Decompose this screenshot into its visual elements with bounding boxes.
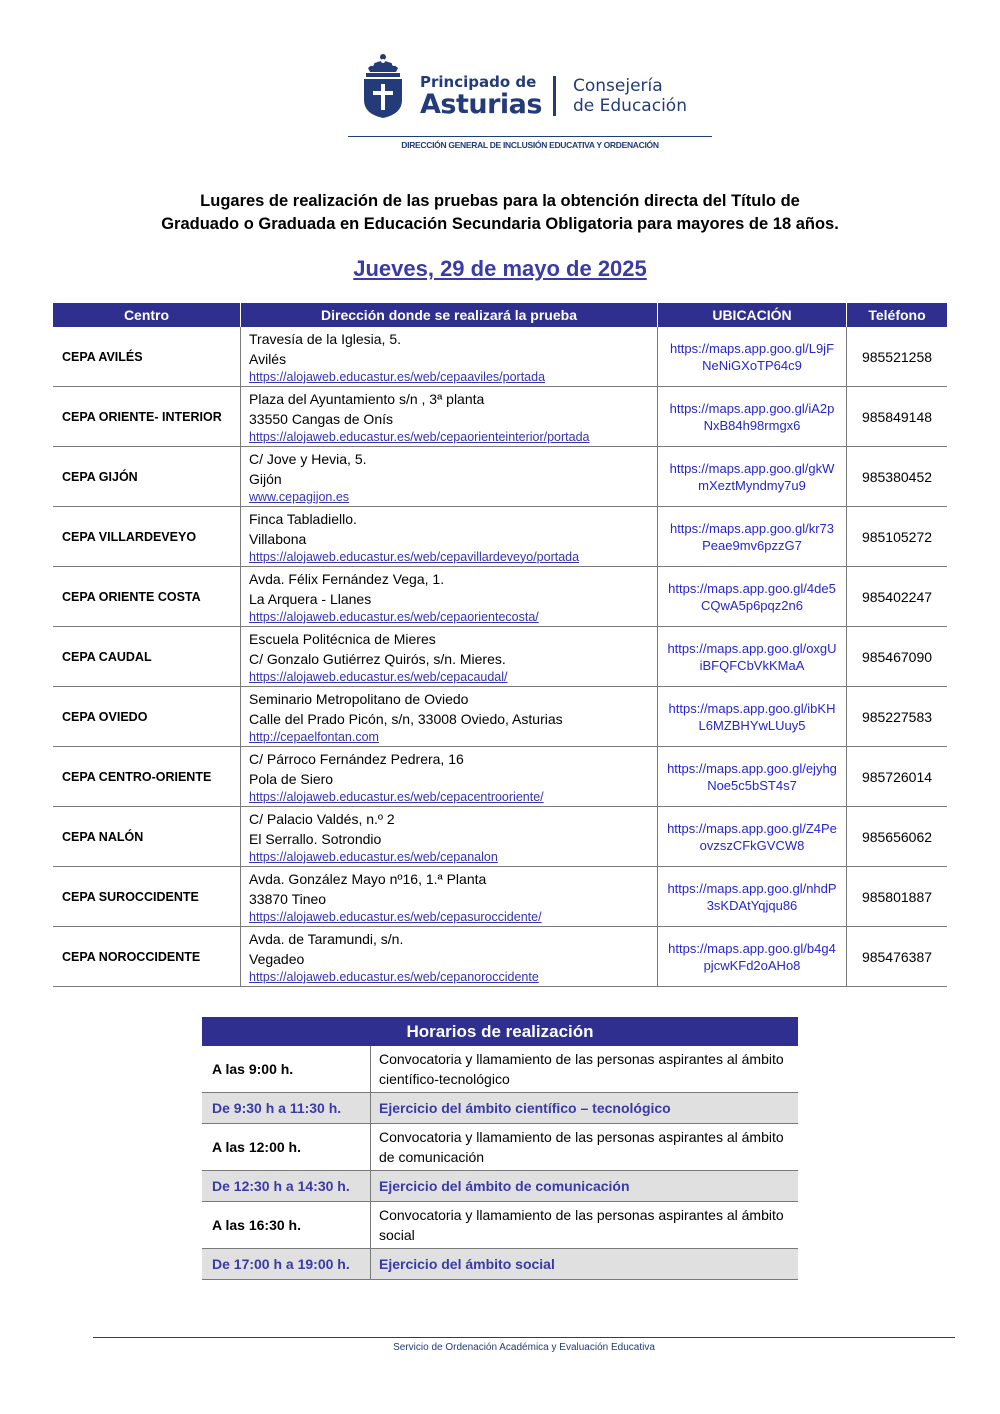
col-header-telefono: Teléfono [847, 303, 948, 327]
center-map-link[interactable]: https://maps.app.goo.gl/gkWmXeztMyndmy7u9 [669, 460, 835, 493]
address-line1: C/ Jove y Hevia, 5. [249, 450, 367, 467]
center-map-link[interactable]: https://maps.app.goo.gl/nhdP3sKDAtYqjqu86 [667, 880, 837, 913]
center-address [241, 507, 658, 567]
col-header-centro: Centro [53, 303, 241, 327]
center-map-link[interactable]: https://maps.app.goo.gl/ibKHL6MZBHYwLUuy5 [668, 700, 836, 733]
brand-line2: Asturias [420, 89, 542, 120]
center-website-link[interactable]: https://alojaweb.educastur.es/web/cepanalon [249, 849, 498, 864]
center-map-cell [658, 867, 847, 927]
address-line2: Avilés [249, 350, 287, 367]
schedule-time: De 17:00 h a 19:00 h. [202, 1249, 371, 1280]
address-line1: Finca Tabladiello. [249, 510, 357, 527]
address-line1: C/ Párroco Fernández Pedrera, 16 [249, 750, 464, 767]
table-row [53, 867, 947, 927]
center-name: CEPA VILLARDEVEYO [53, 507, 241, 567]
centers-table-body [53, 327, 947, 987]
title-line2: Graduado o Graduada en Educación Secundaria Obligatoria para mayores de 18 años. [161, 215, 839, 233]
schedule-description: Convocatoria y llamamiento de las personas aspirantes al ámbito de comunicación [371, 1124, 799, 1171]
center-phone: 985521258 [847, 327, 948, 387]
schedule-table [202, 1017, 798, 1280]
schedule-time: De 12:30 h a 14:30 h. [202, 1171, 371, 1202]
center-phone: 985801887 [847, 867, 948, 927]
center-website-link[interactable]: https://alojaweb.educastur.es/web/cepasuroccidente/ [249, 909, 542, 924]
address-line1: Travesía de la Iglesia, 5. [249, 330, 402, 347]
address-line2: 33550 Cangas de Onís [249, 410, 393, 427]
center-website-link[interactable]: http://cepaelfontan.com [249, 729, 379, 744]
schedule-time: De 9:30 h a 11:30 h. [202, 1093, 371, 1124]
address-line2: Calle del Prado Picón, s/n, 33008 Oviedo, Asturias [249, 710, 563, 727]
center-map-cell [658, 387, 847, 447]
center-name: CEPA GIJÓN [53, 447, 241, 507]
address-line1: Avda. de Taramundi, s/n. [249, 930, 404, 947]
center-address [241, 447, 658, 507]
center-address [241, 807, 658, 867]
center-phone: 985849148 [847, 387, 948, 447]
center-address [241, 747, 658, 807]
center-map-cell [658, 927, 847, 987]
center-address [241, 387, 658, 447]
center-website-link[interactable]: https://alojaweb.educastur.es/web/cepaorientecosta/ [249, 609, 539, 624]
table-row [53, 327, 947, 387]
document-title [100, 190, 900, 236]
schedule-row [202, 1249, 798, 1280]
center-address [241, 927, 658, 987]
header-rule [348, 136, 712, 137]
center-map-link[interactable]: https://maps.app.goo.gl/ejyhgNoe5c5bST4s7 [667, 760, 837, 793]
schedule-time: A las 9:00 h. [202, 1046, 371, 1093]
center-map-cell [658, 327, 847, 387]
center-address [241, 327, 658, 387]
center-phone: 985402247 [847, 567, 948, 627]
col-header-direccion: Dirección donde se realizará la prueba [241, 303, 658, 327]
center-website-link[interactable]: https://alojaweb.educastur.es/web/cepaaviles/portada [249, 369, 546, 384]
center-map-link[interactable]: https://maps.app.goo.gl/kr73Peae9mv6pzzG7 [669, 520, 835, 553]
center-address [241, 567, 658, 627]
center-website-link[interactable]: https://alojaweb.educastur.es/web/cepacaudal/ [249, 669, 508, 684]
center-website-link[interactable]: https://alojaweb.educastur.es/web/cepacentrooriente/ [249, 789, 544, 804]
address-line1: Seminario Metropolitano de Oviedo [249, 690, 469, 707]
address-line2: Villabona [249, 530, 307, 547]
center-map-cell [658, 807, 847, 867]
schedule-time: A las 12:00 h. [202, 1124, 371, 1171]
center-website-link[interactable]: https://alojaweb.educastur.es/web/cepavillardeveyo/portada [249, 549, 580, 564]
center-name: CEPA ORIENTE- INTERIOR [53, 387, 241, 447]
center-map-link[interactable]: https://maps.app.goo.gl/4de5CQwA5p6pqz2n6 [668, 580, 836, 613]
address-line2: Vegadeo [249, 950, 305, 967]
schedule-row [202, 1202, 798, 1249]
center-name: CEPA NOROCCIDENTE [53, 927, 241, 987]
center-map-link[interactable]: https://maps.app.goo.gl/L9jFNeNiGXoTP64c9 [669, 340, 835, 373]
header-logo [360, 52, 720, 122]
schedule-time: A las 16:30 h. [202, 1202, 371, 1249]
schedule-description: Ejercicio del ámbito científico – tecnológico [371, 1093, 799, 1124]
center-phone: 985380452 [847, 447, 948, 507]
center-map-cell [658, 747, 847, 807]
center-name: CEPA CENTRO-ORIENTE [53, 747, 241, 807]
table-row [53, 507, 947, 567]
dept-line2: de Educación [573, 96, 687, 116]
address-line1: Escuela Politécnica de Mieres [249, 630, 436, 647]
center-phone: 985467090 [847, 627, 948, 687]
center-name: CEPA CAUDAL [53, 627, 241, 687]
center-map-cell [658, 567, 847, 627]
center-map-cell [658, 447, 847, 507]
table-row [53, 447, 947, 507]
dept-line1: Consejería [573, 76, 663, 96]
center-name: CEPA AVILÉS [53, 327, 241, 387]
center-phone: 985476387 [847, 927, 948, 987]
center-name: CEPA NALÓN [53, 807, 241, 867]
schedule-description: Ejercicio del ámbito de comunicación [371, 1171, 799, 1202]
center-map-link[interactable]: https://maps.app.goo.gl/Z4PeovzszCFkGVCW8 [667, 820, 837, 853]
center-map-link[interactable]: https://maps.app.goo.gl/iA2pNxB84h98rmgx6 [669, 400, 835, 433]
footer-rule [93, 1337, 955, 1338]
table-row [53, 687, 947, 747]
address-line1: Avda. González Mayo nº16, 1.ª Planta [249, 870, 487, 887]
department-name [573, 76, 687, 116]
center-phone: 985656062 [847, 807, 948, 867]
col-header-ubicacion: UBICACIÓN [658, 303, 847, 327]
center-address [241, 627, 658, 687]
footer-text: Servicio de Ordenación Académica y Evaluación Educativa [393, 1342, 655, 1353]
table-row [53, 567, 947, 627]
address-line1: C/ Palacio Valdés, n.º 2 [249, 810, 395, 827]
center-name: CEPA ORIENTE COSTA [53, 567, 241, 627]
center-website-link[interactable]: https://alojaweb.educastur.es/web/cepaorienteinterior/portada [249, 429, 590, 444]
table-row [53, 747, 947, 807]
address-line2: El Serrallo. Sotrondio [249, 830, 382, 847]
table-row [53, 807, 947, 867]
schedule-row [202, 1093, 798, 1124]
address-line1: Avda. Félix Fernández Vega, 1. [249, 570, 445, 587]
address-line2: 33870 Tineo [249, 890, 327, 907]
center-name: CEPA OVIEDO [53, 687, 241, 747]
center-name: CEPA SUROCCIDENTE [53, 867, 241, 927]
date-heading: Jueves, 29 de mayo de 2025 [353, 256, 647, 281]
table-row [53, 927, 947, 987]
table-row [53, 627, 947, 687]
title-line1: Lugares de realización de las pruebas para la obtención directa del Título de [200, 192, 800, 210]
center-map-cell [658, 627, 847, 687]
center-map-cell [658, 507, 847, 567]
schedule-table-body [202, 1046, 798, 1280]
table-row [53, 387, 947, 447]
schedule-row [202, 1046, 798, 1093]
address-line2: La Arquera - Llanes [249, 590, 372, 607]
schedule-title: Horarios de realización [202, 1017, 798, 1046]
center-address [241, 867, 658, 927]
brand-name [420, 74, 542, 119]
schedule-description: Convocatoria y llamamiento de las personas aspirantes al ámbito científico-tecnológico [371, 1046, 799, 1093]
center-website-link[interactable]: https://alojaweb.educastur.es/web/cepanoroccidente [249, 969, 539, 984]
schedule-description: Ejercicio del ámbito social [371, 1249, 799, 1280]
brand-divider [553, 76, 556, 116]
center-website-link[interactable]: www.cepagijon.es [249, 489, 350, 504]
schedule-row [202, 1124, 798, 1171]
center-phone: 985105272 [847, 507, 948, 567]
center-map-link[interactable]: https://maps.app.goo.gl/b4g4pjcwKFd2oAHo8 [668, 940, 836, 973]
table-header-row [53, 303, 947, 327]
address-line2: Pola de Siero [249, 770, 334, 787]
header-subtitle: DIRECCIÓN GENERAL DE INCLUSIÓN EDUCATIVA Y ORDENACIÓN [401, 140, 659, 150]
centers-table [53, 303, 947, 987]
center-map-link[interactable]: https://maps.app.goo.gl/oxgUiBFQFCbVkKMaA [667, 640, 837, 673]
center-phone: 985726014 [847, 747, 948, 807]
schedule-description: Convocatoria y llamamiento de las personas aspirantes al ámbito social [371, 1202, 799, 1249]
address-line2: C/ Gonzalo Gutiérrez Quirós, s/n. Mieres. [249, 650, 506, 667]
asturias-crest-icon [360, 52, 406, 118]
schedule-row [202, 1171, 798, 1202]
center-phone: 985227583 [847, 687, 948, 747]
center-address [241, 687, 658, 747]
address-line2: Gijón [249, 470, 282, 487]
brand-line1: Principado de [420, 73, 537, 91]
center-map-cell [658, 687, 847, 747]
address-line1: Plaza del Ayuntamiento s/n , 3ª planta [249, 390, 485, 407]
